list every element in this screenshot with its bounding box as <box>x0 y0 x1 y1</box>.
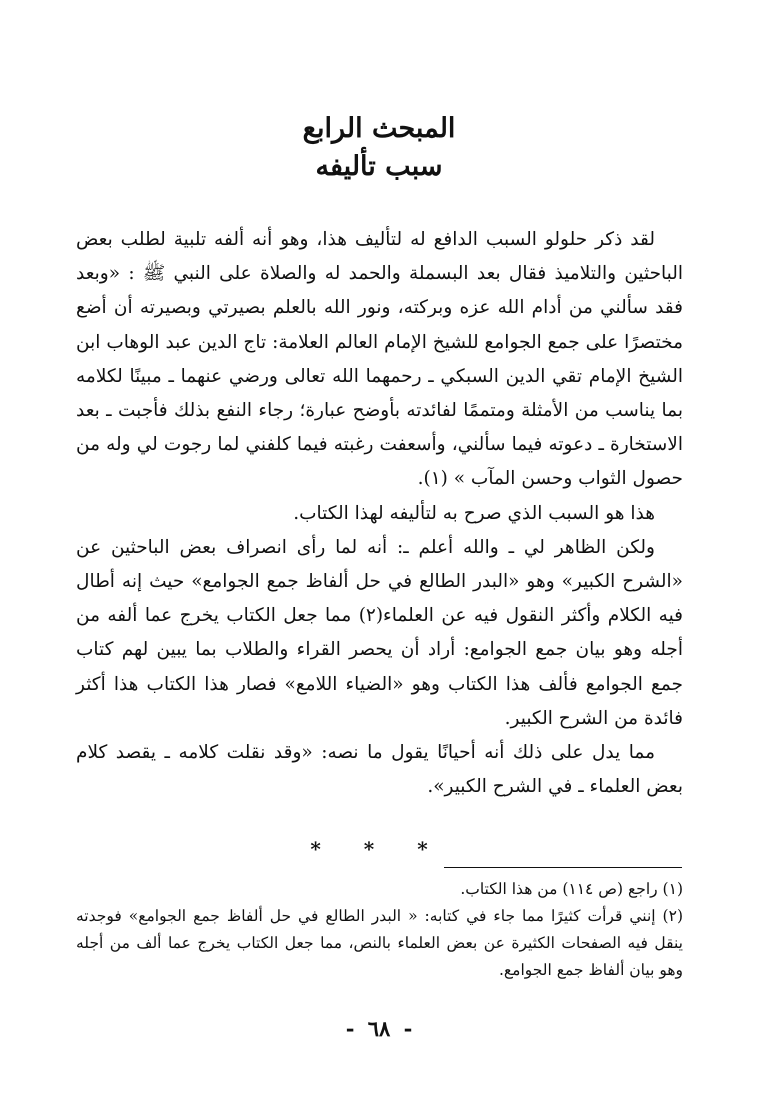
footnote-1: (١) راجع (ص ١١٤) من هذا الكتاب. <box>460 880 683 898</box>
paragraph-2: هذا هو السبب الذي صرح به لتأليفه لهذا الكتاب. <box>293 502 655 524</box>
section-separator: * * * <box>310 837 428 861</box>
paragraph-1: لقد ذكر حلولو السبب الدافع له لتأليف هذا، وهو أنه ألفه تلبية لطلب بعض الباحثين والتلاميذ فقال بعد البسملة والحمد له والصلاة على النبي ﷺ : «وبعد فقد سألني من أدام الله عزه وبركته، ونور الله بالعلم بصيرتي وبصيرته أن أضع مختصرًا على جمع الجوامع للشيخ الإمام العالم العلامة: تاج الدين عبد الوهاب ابن الشيخ الإمام تقي الدين السبكي ـ رحمهما الله تعالى ورضي عنهما ـ مبينًا لكلامه بما يناسب من الأمثلة ومتممًا لفائدته بأوضح عبارة؛ رجاء النفع بذلك فأجبت ـ بعد الاستخارة ـ دعوته فيما سألني، وأسعفت رغبته فيما كلفني لما رجوت لي وله من حصول الثواب وحسن المآب » (١). <box>76 229 683 490</box>
paragraph-3: ولكن الظاهر لي ـ والله أعلم ـ: أنه لما رأى انصراف بعض الباحثين عن «الشرح الكبير» وهو «البدر الطالع في حل ألفاظ جمع الجوامع» حيث إنه أطال فيه الكلام وأكثر النقول فيه عن العلماء(٢) مما جعل الكتاب يخرج عما ألفه من أجله وهو بيان جمع الجوامع: أراد أن يحصر القراء والطلاب بما يبين لهم كتاب جمع الجوامع فألف هذا الكتاب وهو «الضياء اللامع» فصار هذا الكتاب هذا أكثر فائدة من الشرح الكبير. <box>76 536 683 729</box>
footnote-rule <box>444 867 682 868</box>
footnote-2: (٢) إنني قرأت كثيرًا مما جاء في كتابه: « البدر الطالع في حل ألفاظ جمع الجوامع» فوجدته ينقل فيه الصفحات الكثيرة عن بعض العلماء بالنص، مما جعل الكتاب يخرج عما ألف من أجله وهو بيان ألفاظ جمع الجوامع. <box>76 907 683 979</box>
section-title: المبحث الرابع <box>302 113 456 144</box>
paragraph-4: مما يدل على ذلك أنه أحيانًا يقول ما نصه: «وقد نقلت كلامه ـ يقصد كلام بعض العلماء ـ في الشرح الكبير». <box>76 742 683 798</box>
section-subtitle: سبب تأليفه <box>315 151 443 182</box>
footnotes <box>76 876 683 984</box>
page-number: - ٦٨ - <box>345 1016 413 1041</box>
body-text <box>76 223 683 804</box>
